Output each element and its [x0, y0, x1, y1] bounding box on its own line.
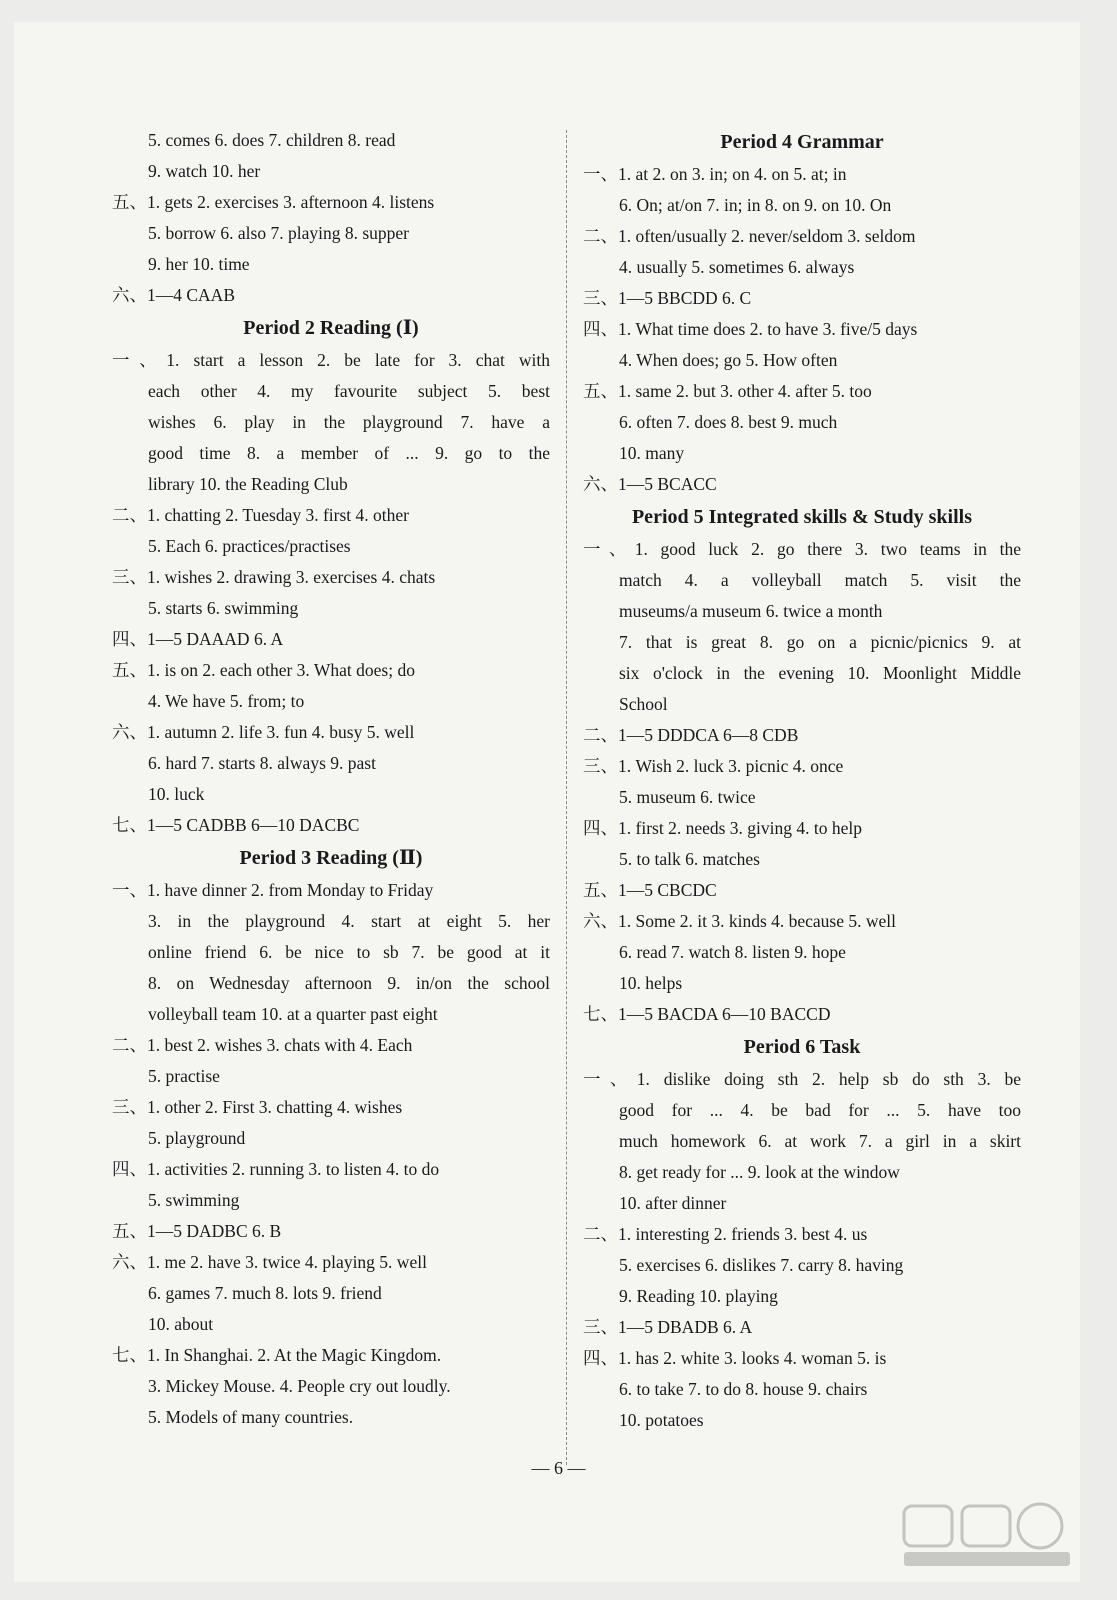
- right-answer-line: 10. helps: [619, 973, 683, 993]
- right-answer-line: 5. to talk 6. matches: [619, 849, 760, 869]
- right-answer-line: 四、1. What time does 2. to have 3. five/5 days: [583, 319, 918, 339]
- right-answer-line: match 4. a volleyball match 5. visit the: [619, 570, 1021, 590]
- right-answer-line: 四、1. first 2. needs 3. giving 4. to help: [583, 818, 863, 838]
- left-answer-line: 五、1. is on 2. each other 3. What does; do: [112, 660, 415, 680]
- left-answer-line: 一、1. have dinner 2. from Monday to Friday: [112, 880, 434, 900]
- right-answer-line: 8. get ready for ... 9. look at the window: [619, 1162, 900, 1182]
- right-answer-line: six o'clock in the evening 10. Moonlight Middle: [619, 663, 1021, 683]
- right-answer-line: 9. Reading 10. playing: [619, 1286, 778, 1306]
- left-answer-line: 三、1. wishes 2. drawing 3. exercises 4. chats: [112, 567, 436, 587]
- right-answer-line: 五、1—5 CBCDC: [583, 880, 717, 900]
- left-answer-line: wishes 6. play in the playground 7. have a: [148, 412, 550, 432]
- right-answer-line: 四、1. has 2. white 3. looks 4. woman 5. is: [583, 1348, 887, 1368]
- left-answer-line: 四、1. activities 2. running 3. to listen 4. to do: [112, 1159, 440, 1179]
- right-answer-line: 二、1. often/usually 2. never/seldom 3. seldom: [583, 226, 916, 246]
- right-answer-line: 10. many: [619, 443, 685, 463]
- right-answer-line: good for ... 4. be bad for ... 5. have too: [619, 1100, 1021, 1120]
- right-answer-line: 六、1. Some 2. it 3. kinds 4. because 5. well: [583, 911, 897, 931]
- page-number: — 6 —: [531, 1458, 586, 1478]
- left-answer-line: 6. hard 7. starts 8. always 9. past: [148, 753, 376, 773]
- left-answer-line: volleyball team 10. at a quarter past eight: [148, 1004, 438, 1024]
- left-answer-line: 3. Mickey Mouse. 4. People cry out loudly.: [148, 1376, 451, 1396]
- right-answer-line: 10. potatoes: [619, 1410, 704, 1430]
- right-answer-line: 6. read 7. watch 8. listen 9. hope: [619, 942, 846, 962]
- left-answer-line: 七、1. In Shanghai. 2. At the Magic Kingdom.: [112, 1345, 442, 1365]
- right-column: [583, 125, 1021, 1436]
- left-answer-line: 4. We have 5. from; to: [148, 691, 305, 711]
- right-answer-line: 三、1—5 BBCDD 6. C: [583, 288, 752, 308]
- left-answer-line: 5. practise: [148, 1066, 220, 1086]
- left-section-heading: Period 2 Reading (Ⅰ): [243, 317, 419, 339]
- right-answer-line: 5. museum 6. twice: [619, 787, 756, 807]
- left-answer-line: 五、1. gets 2. exercises 3. afternoon 4. listens: [112, 192, 435, 212]
- left-answer-line: 二、1. chatting 2. Tuesday 3. first 4. other: [112, 505, 409, 525]
- left-answer-line: 六、1. me 2. have 3. twice 4. playing 5. well: [112, 1252, 427, 1272]
- right-answer-line: 7. that is great 8. go on a picnic/picnics 9. at: [619, 632, 1021, 652]
- right-section-heading: Period 4 Grammar: [720, 131, 884, 153]
- left-answer-line: 5. starts 6. swimming: [148, 598, 299, 618]
- left-answer-line: 三、1. other 2. First 3. chatting 4. wishes: [112, 1097, 403, 1117]
- left-answer-line: 5. playground: [148, 1128, 246, 1148]
- left-answer-line: 六、1. autumn 2. life 3. fun 4. busy 5. well: [112, 722, 415, 742]
- right-answer-line: 6. On; at/on 7. in; in 8. on 9. on 10. On: [619, 195, 892, 215]
- left-answer-line: each other 4. my favourite subject 5. best: [148, 381, 550, 401]
- right-answer-line: 一、1. good luck 2. go there 3. two teams in the: [583, 539, 1021, 559]
- right-answer-line: 6. to take 7. to do 8. house 9. chairs: [619, 1379, 868, 1399]
- right-answer-line: 4. usually 5. sometimes 6. always: [619, 257, 855, 277]
- left-answer-line: 5. Each 6. practices/practises: [148, 536, 351, 556]
- right-answer-line: 一、1. dislike doing sth 2. help sb do sth 3. be: [583, 1069, 1021, 1089]
- left-answer-line: 四、1—5 DAAAD 6. A: [112, 629, 284, 649]
- left-column: [112, 125, 550, 1433]
- left-answer-line: 七、1—5 CADBB 6—10 DACBC: [112, 815, 360, 835]
- right-answer-line: 10. after dinner: [619, 1193, 727, 1213]
- right-answer-line: 6. often 7. does 8. best 9. much: [619, 412, 838, 432]
- right-answer-line: 三、1—5 DBADB 6. A: [583, 1317, 753, 1337]
- right-section-heading: Period 5 Integrated skills & Study skills: [631, 506, 973, 528]
- watermark-logo-icon: [900, 1500, 1075, 1570]
- left-answer-line: 五、1—5 DADBC 6. B: [112, 1221, 282, 1241]
- left-answer-line: 六、1—4 CAAB: [112, 285, 235, 305]
- right-answer-line: 五、1. same 2. but 3. other 4. after 5. too: [583, 381, 872, 401]
- right-answer-line: 4. When does; go 5. How often: [619, 350, 838, 370]
- left-answer-line: online friend 6. be nice to sb 7. be good at it: [148, 942, 550, 962]
- left-answer-line: 一、1. start a lesson 2. be late for 3. chat with: [112, 350, 550, 370]
- left-answer-line: 10. about: [148, 1314, 214, 1334]
- right-answer-line: much homework 6. at work 7. a girl in a skirt: [619, 1131, 1021, 1151]
- left-answer-line: 5. comes 6. does 7. children 8. read: [148, 130, 396, 150]
- left-answer-line: 5. Models of many countries.: [148, 1407, 354, 1427]
- right-answer-line: 七、1—5 BACDA 6—10 BACCD: [583, 1004, 831, 1024]
- left-answer-line: 8. on Wednesday afternoon 9. in/on the school: [148, 973, 550, 993]
- right-answer-line: 三、1. Wish 2. luck 3. picnic 4. once: [583, 756, 844, 776]
- left-answer-line: 9. watch 10. her: [148, 161, 261, 181]
- column-divider: [566, 130, 567, 1465]
- left-answer-line: 二、1. best 2. wishes 3. chats with 4. Each: [112, 1035, 413, 1055]
- left-answer-line: library 10. the Reading Club: [148, 474, 348, 494]
- right-answer-line: museums/a museum 6. twice a month: [619, 601, 883, 621]
- right-answer-line: School: [619, 694, 668, 714]
- left-answer-line: 10. luck: [148, 784, 205, 804]
- right-answer-line: 六、1—5 BCACC: [583, 474, 717, 494]
- right-answer-line: 二、1—5 DDDCA 6—8 CDB: [583, 725, 799, 745]
- left-answer-line: 3. in the playground 4. start at eight 5. her: [148, 911, 550, 931]
- right-section-heading: Period 6 Task: [743, 1036, 861, 1058]
- left-answer-line: 5. swimming: [148, 1190, 240, 1210]
- left-answer-line: good time 8. a member of ... 9. go to the: [148, 443, 550, 463]
- right-answer-line: 5. exercises 6. dislikes 7. carry 8. having: [619, 1255, 904, 1275]
- left-answer-line: 6. games 7. much 8. lots 9. friend: [148, 1283, 382, 1303]
- left-answer-line: 9. her 10. time: [148, 254, 250, 274]
- left-answer-line: 5. borrow 6. also 7. playing 8. supper: [148, 223, 410, 243]
- right-answer-line: 二、1. interesting 2. friends 3. best 4. us: [583, 1224, 868, 1244]
- left-section-heading: Period 3 Reading (Ⅱ): [239, 847, 423, 869]
- right-answer-line: 一、1. at 2. on 3. in; on 4. on 5. at; in: [583, 164, 847, 184]
